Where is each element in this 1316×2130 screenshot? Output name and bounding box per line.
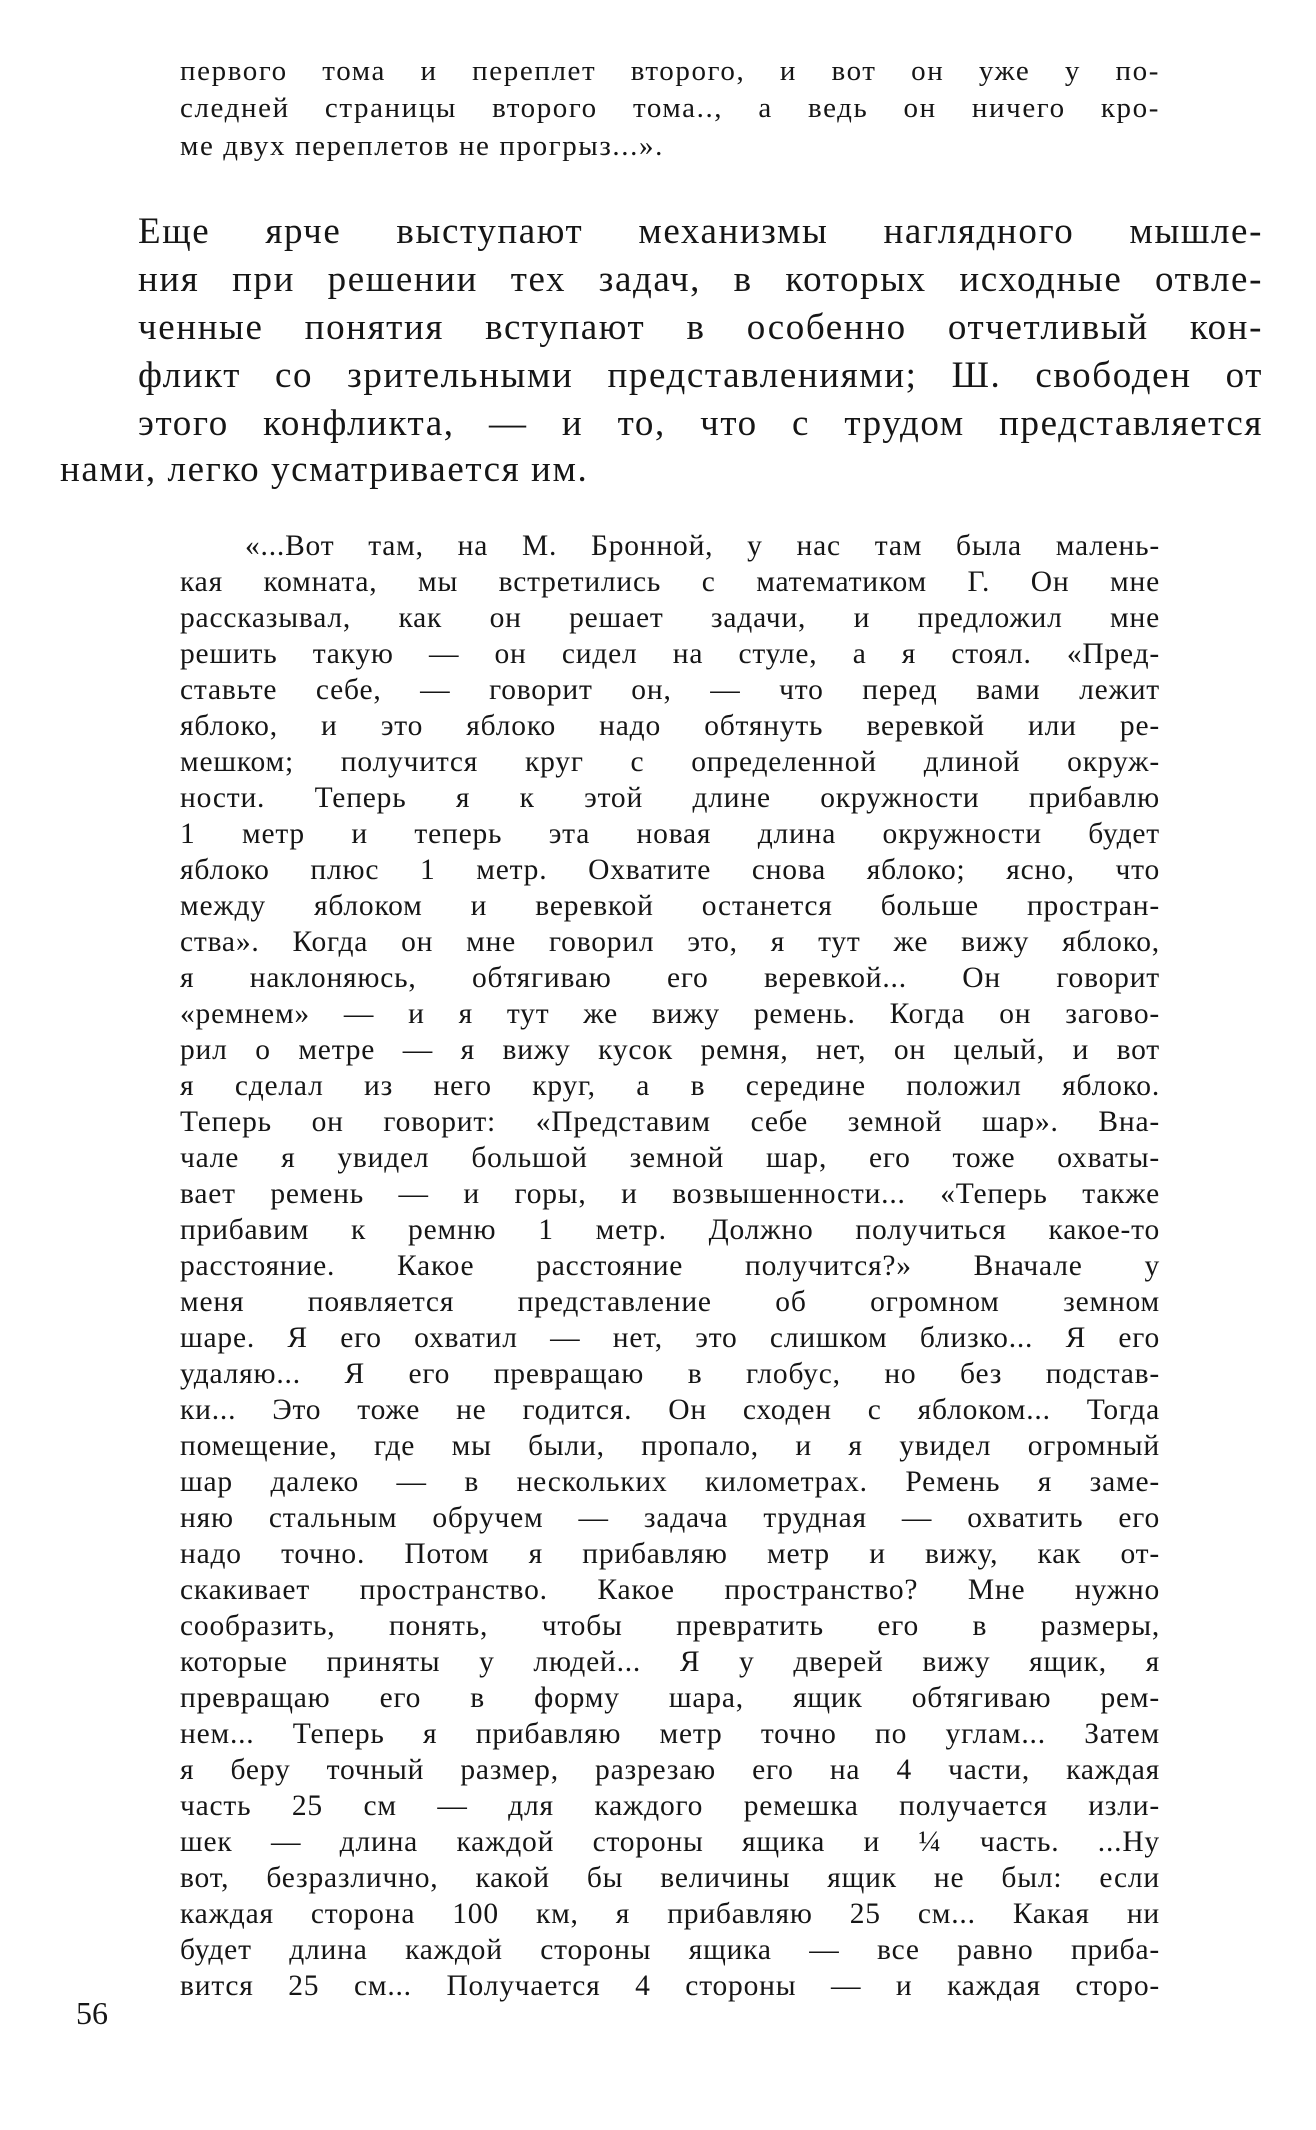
text-line: вится 25 см... Получается 4 стороны — и каждая сторо- <box>180 1970 1160 2002</box>
text-line: расстояние. Какое расстояние получится?» Вначале у <box>180 1250 1160 1282</box>
text-line: решить такую — он сидел на стуле, а я стоял. «Пред- <box>180 638 1160 670</box>
text-line: «ремнем» — и я тут же вижу ремень. Когда он загово- <box>180 998 1160 1030</box>
text-line: ме двух переплетов не прогрыз...». <box>180 130 664 162</box>
text-line: каждая сторона 100 км, я прибавляю 25 см... Какая ни <box>180 1898 1160 1930</box>
text-line: ки... Это тоже не годится. Он сходен с яблоком... Тогда <box>180 1394 1160 1426</box>
text-line: вает ремень — и горы, и возвышенности... «Теперь также <box>180 1178 1160 1210</box>
text-line: удаляю... Я его превращаю в глобус, но без подстав- <box>180 1358 1160 1390</box>
text-line: этого конфликта, — и то, что с трудом представляется <box>138 403 1263 444</box>
text-line: нем... Теперь я прибавляю метр точно по углам... Затем <box>180 1718 1160 1750</box>
text-line: первого тома и переплет второго, и вот он уже у по- <box>180 55 1160 87</box>
text-line: помещение, где мы были, пропало, и я увидел огромный <box>180 1430 1160 1462</box>
text-line: сообразить, понять, чтобы превратить его в размеры, <box>180 1610 1160 1642</box>
text-line: прибавим к ремню 1 метр. Должно получиться какое-то <box>180 1214 1160 1246</box>
text-line: шек — длина каждой стороны ящика и ¼ часть. ...Ну <box>180 1826 1160 1858</box>
text-line: шаре. Я его охватил — нет, это слишком близко... Я его <box>180 1322 1160 1354</box>
text-line: фликт со зрительными представлениями; Ш. свободен от <box>138 355 1263 396</box>
text-line: рил о метре — я вижу кусок ремня, нет, он целый, и вот <box>180 1034 1160 1066</box>
text-line: ства». Когда он мне говорил это, я тут же вижу яблоко, <box>180 926 1160 958</box>
text-line: шар далеко — в нескольких километрах. Ремень я заме- <box>180 1466 1160 1498</box>
text-line: нами, легко усматривается им. <box>60 449 589 490</box>
text-line: рассказывал, как он решает задачи, и предложил мне <box>180 602 1160 634</box>
text-line: вот, безразлично, какой бы величины ящик не был: если <box>180 1862 1160 1894</box>
text-line: яблоко плюс 1 метр. Охватите снова яблоко; ясно, что <box>180 854 1160 886</box>
text-line: 1 метр и теперь эта новая длина окружности будет <box>180 818 1160 850</box>
text-line: няю стальным обручем — задача трудная — охватить его <box>180 1502 1160 1534</box>
text-line: которые приняты у людей... Я у дверей вижу ящик, я <box>180 1646 1160 1678</box>
text-line: яблоко, и это яблоко надо обтянуть веревкой или ре- <box>180 710 1160 742</box>
text-line: я беру точный размер, разрезаю его на 4 части, каждая <box>180 1754 1160 1786</box>
text-line: я сделал из него круг, а в середине положил яблоко. <box>180 1070 1160 1102</box>
text-line: между яблоком и веревкой останется больше простран- <box>180 890 1160 922</box>
text-line: будет длина каждой стороны ящика — все равно приба- <box>180 1934 1160 1966</box>
text-line: следней страницы второго тома.., а ведь он ничего кро- <box>180 92 1160 124</box>
text-line: чале я увидел большой земной шар, его тоже охваты- <box>180 1142 1160 1174</box>
page-number: 56 <box>76 1995 108 2031</box>
text-line: ставьте себе, — говорит он, — что перед вами лежит <box>180 674 1160 706</box>
text-line: «...Вот там, на М. Бронной, у нас там была малень- <box>245 530 1160 562</box>
text-line: Теперь он говорит: «Представим себе земной шар». Вна- <box>180 1106 1160 1138</box>
text-line: ченные понятия вступают в особенно отчетливый кон- <box>138 307 1263 348</box>
text-line: часть 25 см — для каждого ремешка получается изли- <box>180 1790 1160 1822</box>
text-line: Еще ярче выступают механизмы наглядного мышле- <box>138 211 1263 252</box>
text-line: скакивает пространство. Какое пространство? Мне нужно <box>180 1574 1160 1606</box>
text-line: ния при решении тех задач, в которых исходные отвле- <box>138 259 1263 300</box>
text-line: я наклоняюсь, обтягиваю его веревкой... Он говорит <box>180 962 1160 994</box>
text-line: кая комната, мы встретились с математиком Г. Он мне <box>180 566 1160 598</box>
text-line: меня появляется представление об огромном земном <box>180 1286 1160 1318</box>
text-line: ности. Теперь я к этой длине окружности прибавлю <box>180 782 1160 814</box>
text-line: надо точно. Потом я прибавляю метр и вижу, как от- <box>180 1538 1160 1570</box>
text-line: превращаю его в форму шара, ящик обтягиваю рем- <box>180 1682 1160 1714</box>
text-line: мешком; получится круг с определенной длиной окруж- <box>180 746 1160 778</box>
